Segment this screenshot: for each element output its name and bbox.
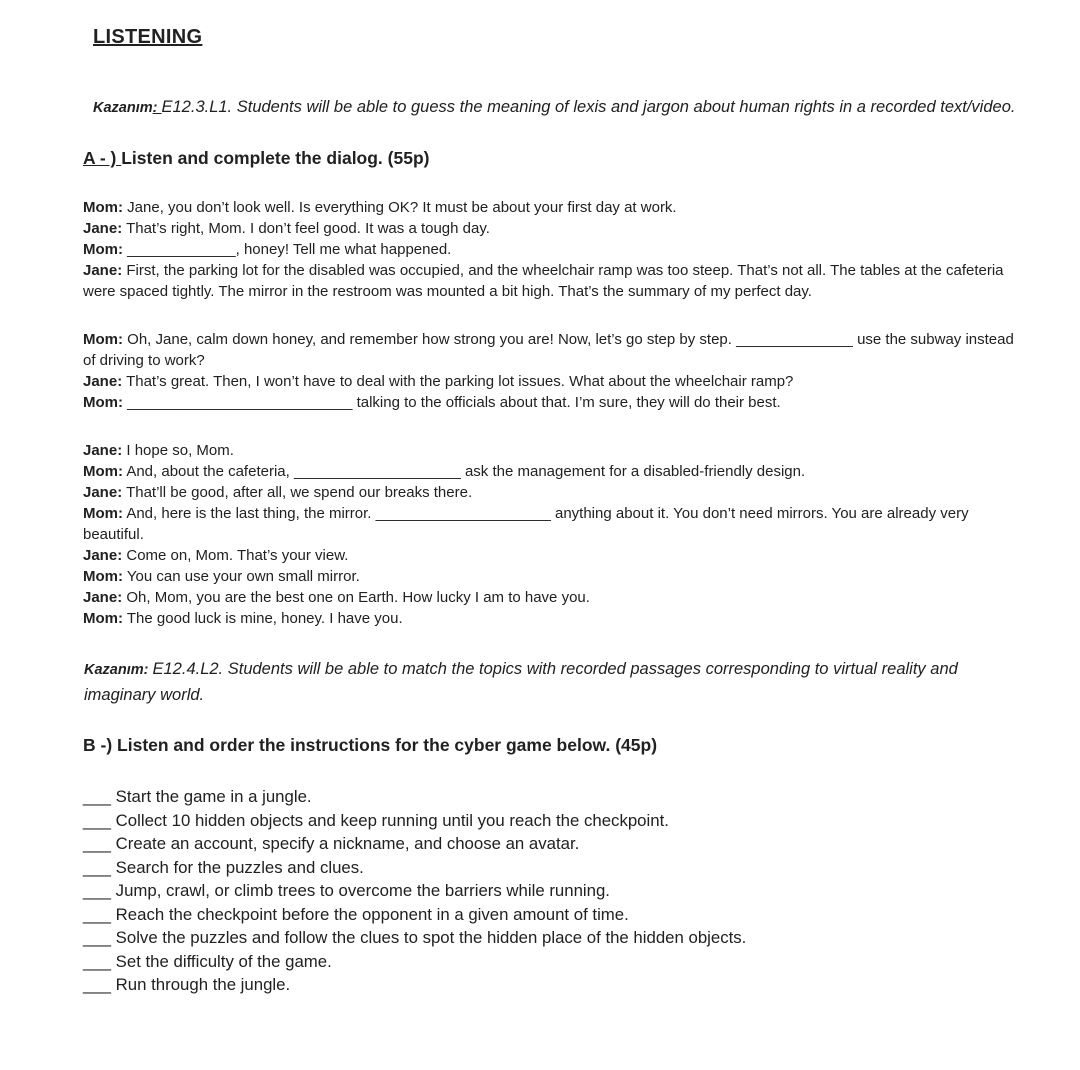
order-blank: ___ bbox=[83, 904, 116, 924]
section-a-title: Listen and complete the dialog. (55p) bbox=[121, 148, 430, 168]
order-blank: ___ bbox=[83, 881, 116, 900]
speaker-label: Mom: bbox=[83, 331, 123, 348]
speaker-label: Mom: bbox=[83, 394, 123, 411]
section-b-title: Listen and order the instructions for the cyber game below. (45p) bbox=[117, 735, 658, 755]
dialog-paragraph bbox=[83, 329, 1016, 413]
item-text: Run through the jungle. bbox=[115, 975, 291, 994]
ordering-exercise-list bbox=[83, 785, 1016, 997]
order-blank: ___ bbox=[83, 787, 116, 806]
dialog-turn bbox=[83, 197, 1016, 218]
item-text: Create an account, specify a nickname, and choose an avatar. bbox=[115, 834, 580, 853]
dialog-turn bbox=[83, 260, 1016, 302]
speaker-label: Jane: bbox=[83, 547, 123, 564]
turn-text: That’ll be good, after all, we spend our breaks there. bbox=[122, 484, 473, 501]
turn-text: ___________________________ talking to the officials about that. I’m sure, they will do their best. bbox=[123, 394, 781, 411]
item-text: Solve the puzzles and follow the clues to spot the hidden place of the hidden objects. bbox=[115, 928, 747, 947]
order-blank: ___ bbox=[83, 834, 116, 853]
speaker-label: Jane: bbox=[83, 220, 123, 237]
order-list-item bbox=[83, 903, 1016, 927]
dialog-turn bbox=[83, 566, 1016, 587]
dialog-turn bbox=[83, 371, 1016, 392]
order-blank: ___ bbox=[83, 975, 116, 994]
turn-text: And, about the cafeteria, ____________________ ask the management for a disabled-friendly design. bbox=[123, 463, 806, 480]
order-list-item bbox=[83, 973, 1016, 997]
dialog-paragraph bbox=[83, 440, 1016, 629]
item-text: Start the game in a jungle. bbox=[115, 787, 312, 806]
order-list-item bbox=[83, 926, 1016, 950]
turn-text: That’s great. Then, I won’t have to deal with the parking lot issues. What about the wheelchair ramp? bbox=[122, 373, 794, 390]
speaker-label: Mom: bbox=[83, 199, 123, 216]
dialog-turn bbox=[83, 218, 1016, 239]
speaker-label: Jane: bbox=[83, 484, 123, 501]
page-title: LISTENING bbox=[93, 26, 203, 48]
objective-label: Kazanım: bbox=[84, 662, 153, 678]
turn-text: I hope so, Mom. bbox=[122, 442, 234, 459]
dialog-turn bbox=[83, 392, 1016, 413]
section-b-label: B -) bbox=[83, 735, 118, 755]
speaker-label: Jane: bbox=[83, 373, 123, 390]
objective-statement-1 bbox=[93, 95, 1016, 121]
objective-text: E12.3.L1. Students will be able to guess the meaning of lexis and jargon about human rights in a recorded text/video. bbox=[161, 98, 1016, 116]
dialog-turn bbox=[83, 608, 1016, 629]
item-text: Jump, crawl, or climb trees to overcome the barriers while running. bbox=[115, 881, 610, 900]
order-blank: ___ bbox=[83, 951, 116, 971]
speaker-label: Jane: bbox=[83, 262, 123, 279]
order-list-item bbox=[83, 950, 1016, 974]
order-list-item bbox=[83, 856, 1016, 880]
speaker-label: Mom: bbox=[83, 463, 123, 480]
dialog-turn bbox=[83, 329, 1016, 371]
objective-statement-2 bbox=[84, 657, 1016, 708]
dialog-turn bbox=[83, 503, 1016, 545]
turn-text: And, here is the last thing, the mirror. _____________________ anything about it. You don’t need mirrors. You are already very beautiful. bbox=[83, 505, 969, 543]
speaker-label: Mom: bbox=[83, 610, 123, 627]
order-list-item bbox=[83, 785, 1016, 809]
section-b-heading bbox=[83, 734, 1016, 756]
speaker-label: Jane: bbox=[83, 442, 123, 459]
turn-text: First, the parking lot for the disabled was occupied, and the wheelchair ramp was too steep. That’s not all. The tables at the cafeteria were spaced tightly. The mirror in the restroom was mounted a bit high. That’s the summary of my perfect day. bbox=[83, 262, 1004, 300]
dialog-turn bbox=[83, 239, 1016, 260]
objective-separator: : bbox=[152, 100, 162, 116]
order-blank: ___ bbox=[83, 857, 116, 877]
order-list-item bbox=[83, 879, 1016, 903]
item-text: Set the difficulty of the game. bbox=[115, 951, 332, 971]
dialog-turn bbox=[83, 440, 1016, 461]
turn-text: Oh, Jane, calm down honey, and remember how strong you are! Now, let’s go step by step. ______________ use the subway instead of driving to work? bbox=[83, 331, 1014, 369]
item-text: Search for the puzzles and clues. bbox=[115, 857, 364, 877]
dialog-exercise bbox=[83, 197, 1016, 629]
dialog-turn bbox=[83, 587, 1016, 608]
speaker-label: Mom: bbox=[83, 568, 123, 585]
order-list-item bbox=[83, 809, 1016, 833]
turn-text: That’s right, Mom. I don’t feel good. It was a tough day. bbox=[122, 220, 490, 237]
section-a-heading bbox=[83, 147, 1016, 169]
order-blank: ___ bbox=[83, 928, 116, 947]
turn-text: You can use your own small mirror. bbox=[123, 568, 360, 585]
speaker-label: Mom: bbox=[83, 505, 123, 522]
item-text: Reach the checkpoint before the opponent in a given amount of time. bbox=[115, 904, 629, 924]
dialog-turn bbox=[83, 545, 1016, 566]
turn-text: _____________, honey! Tell me what happened. bbox=[123, 241, 452, 258]
speaker-label: Jane: bbox=[83, 589, 123, 606]
turn-text: Jane, you don’t look well. Is everything OK? It must be about your first day at work. bbox=[123, 199, 677, 216]
dialog-turn bbox=[83, 482, 1016, 503]
turn-text: The good luck is mine, honey. I have you. bbox=[123, 610, 403, 627]
speaker-label: Mom: bbox=[83, 241, 123, 258]
turn-text: Come on, Mom. That’s your view. bbox=[122, 547, 349, 564]
turn-text: Oh, Mom, you are the best one on Earth. How lucky I am to have you. bbox=[122, 589, 590, 606]
objective-separator: : bbox=[143, 662, 153, 678]
objective-text: E12.4.L2. Students will be able to match the topics with recorded passages corresponding to virtual reality and imaginary world. bbox=[84, 660, 958, 704]
objective-label: Kazanım: bbox=[93, 100, 162, 116]
item-text: Collect 10 hidden objects and keep running until you reach the checkpoint. bbox=[115, 810, 669, 830]
order-blank: ___ bbox=[83, 810, 116, 830]
dialog-paragraph bbox=[83, 197, 1016, 302]
dialog-turn bbox=[83, 461, 1016, 482]
order-list-item bbox=[83, 832, 1016, 856]
section-a-label: A - ) bbox=[83, 148, 122, 168]
